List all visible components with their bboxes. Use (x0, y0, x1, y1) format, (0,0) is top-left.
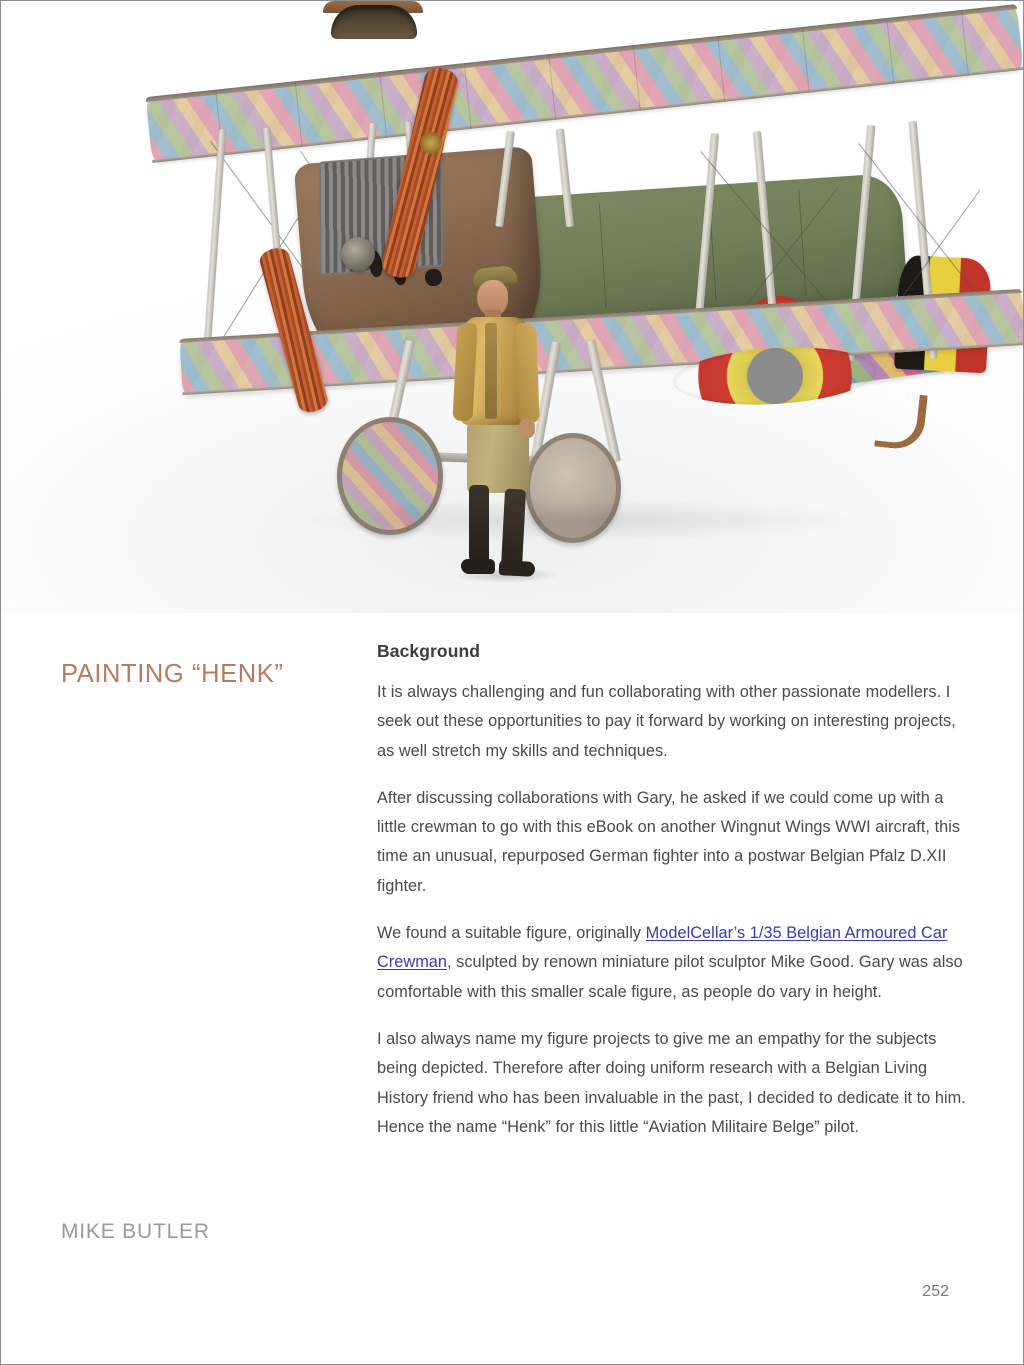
figure-boot-left (469, 485, 489, 565)
author-byline: MIKE BUTLER (61, 1220, 210, 1243)
cockpit (331, 5, 417, 39)
paragraph-3-tail: , sculpted by renown miniature pilot sculptor Mike Good. Gary was also comfortable with this smaller scale figure, as people do vary in height. (377, 953, 963, 1001)
paragraph-2: After discussing collaborations with Gary, he asked if we could come up with a little crewman to go with this eBook on another Wingnut Wings WWI aircraft, this time an unusual, repurposed German fighter into a postwar Belgian Pfalz D.XII fighter. (377, 788, 961, 895)
propeller-hub (341, 237, 375, 271)
page-title: PAINTING “HENK” (61, 660, 284, 689)
body-column (377, 641, 969, 1142)
wing-strut (203, 129, 226, 357)
pilot-figure (451, 267, 571, 579)
upper-wing (145, 4, 1023, 163)
figure-arm-right (515, 323, 539, 424)
hero-photograph (1, 1, 1023, 613)
paragraph-4: I also always name my figure projects to give me an empathy for the subjects being depicted. Therefore after doing uniform research with a Belgian Living History friend who has been invaluable in the past, I decided to dedicate it to him. Hence the name “Henk” for this little “Aviation Militaire Belge” pilot. (377, 1029, 966, 1136)
paragraph-3-lead: We found a suitable figure, originally (377, 924, 646, 943)
section-heading-background: Background (377, 641, 481, 661)
figure-tunic-placket (485, 323, 497, 419)
figure-hand (519, 419, 535, 438)
model-ground-shadow (301, 499, 861, 541)
tail-skid (874, 391, 928, 452)
page-number: 252 (922, 1283, 949, 1300)
paragraph-3 (377, 919, 969, 1007)
figure-boot-right (501, 489, 526, 570)
biplane-model (1, 1, 1023, 613)
article-content (1, 613, 1023, 1364)
modelcellar-figure-link[interactable]: ModelCellar’s 1/35 Belgian Armoured Car Crewman (377, 924, 948, 972)
paragraph-1: It is always challenging and fun collaborating with other passionate modellers. I seek out these opportunities to pay it forward by working on interesting projects, as well stretch my skills and techniques. (377, 683, 956, 760)
figure-shoe-right (499, 560, 536, 577)
figure-shoe-left (461, 559, 495, 574)
